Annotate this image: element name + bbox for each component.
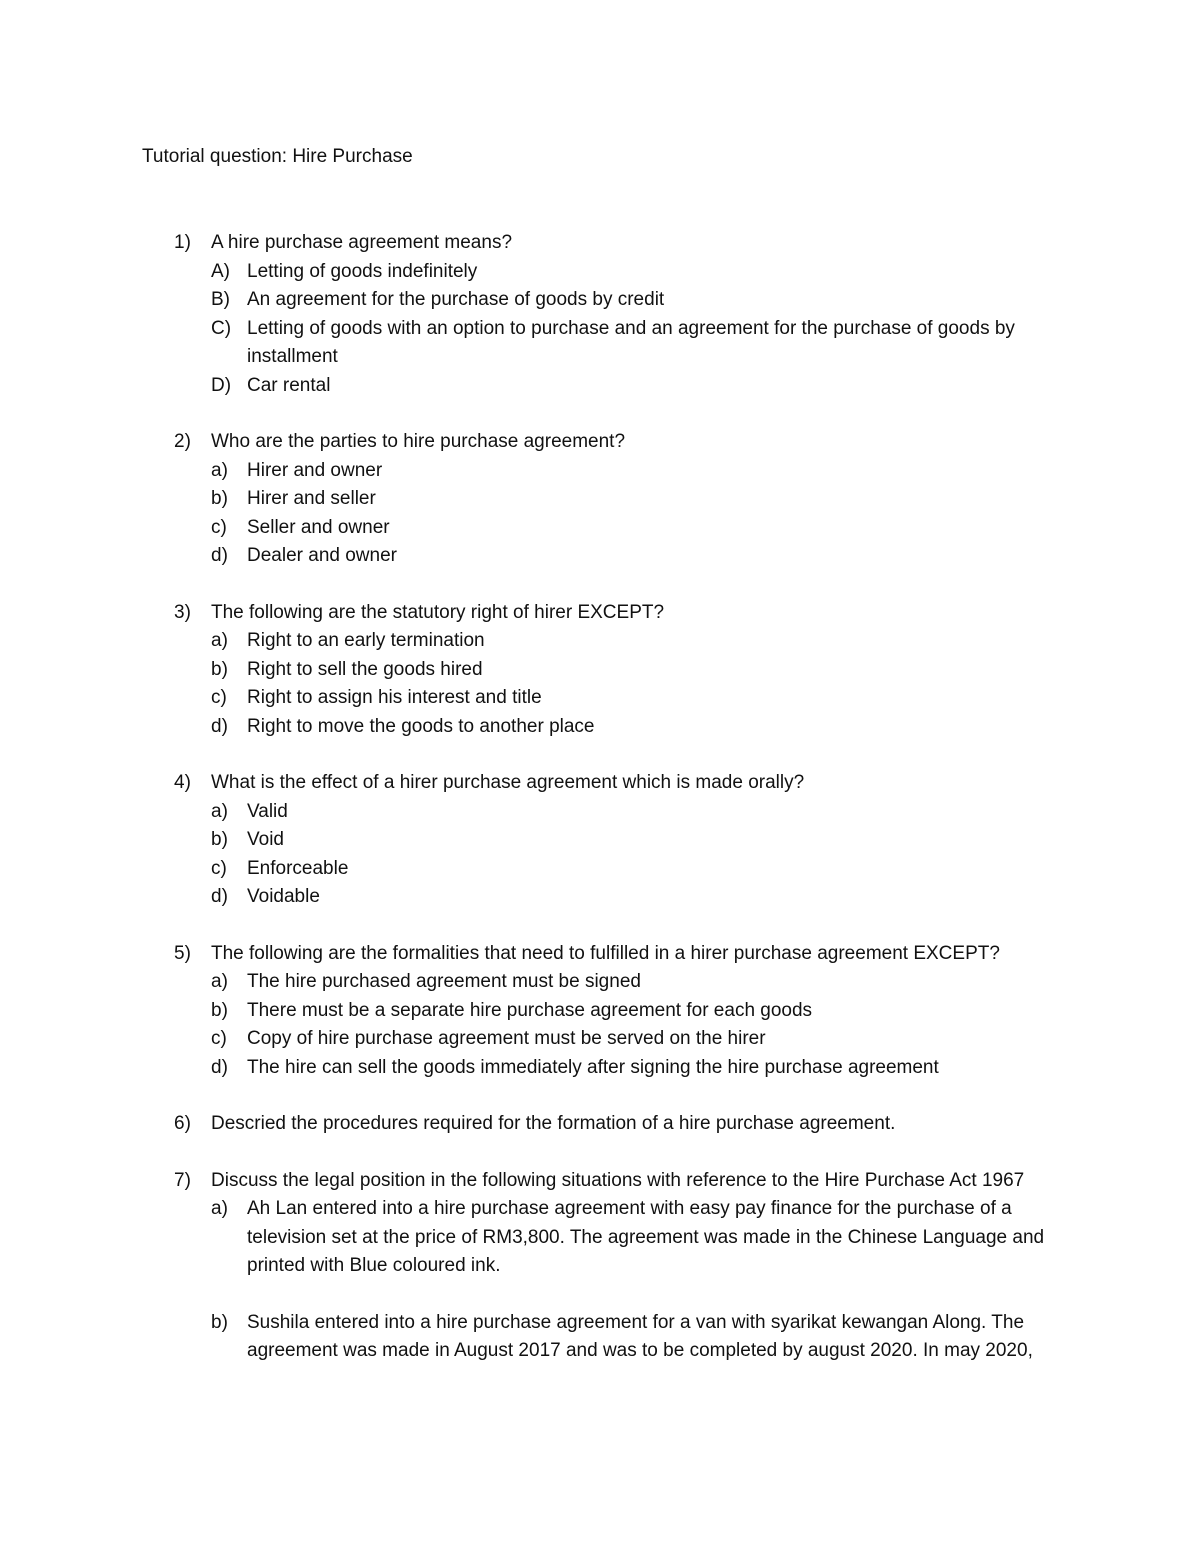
option-letter: d) (211, 886, 228, 907)
question-row (174, 428, 1074, 457)
option-text: Sushila entered into a hire purchase agreement for a van with syarikat kewangan Along. The agreement was made in August 2017 and was to be completed by august 2020. In may 2020, (247, 1311, 1033, 1361)
question-text: The following are the formalities that need to fulfilled in a hirer purchase agreement EXCEPT? (211, 942, 1000, 964)
option-item (211, 514, 1074, 543)
option-item (211, 883, 1074, 912)
question-text: Discuss the legal position in the following situations with reference to the Hire Purchase Act 1967 (211, 1169, 1025, 1191)
option-letter: a) (211, 971, 228, 992)
option-text: Void (247, 829, 284, 850)
question-7 (174, 1167, 1074, 1366)
option-text: Right to move the goods to another place (247, 715, 595, 737)
option-letter: c) (211, 516, 227, 538)
option-letter: a) (211, 800, 228, 822)
option-list (211, 457, 1074, 571)
option-text: Ah Lan entered into a hire purchase agreement with easy pay finance for the purchase of a television set at the price of RM3,800. The agreement was made in the Chinese Language and printed with Blue coloured ink. (247, 1198, 1050, 1276)
option-text: Letting of goods with an option to purchase and an agreement for the purchase of goods by installment (247, 317, 1021, 367)
question-number: 1) (174, 232, 191, 253)
question-number: 3) (174, 601, 191, 623)
option-letter: d) (211, 545, 228, 566)
option-item (211, 1195, 1074, 1281)
question-row (174, 229, 1074, 258)
option-letter: b) (211, 829, 228, 850)
option-list (211, 1195, 1074, 1366)
option-text: The hire purchased agreement must be signed (247, 971, 641, 992)
question-text: The following are the statutory right of hirer EXCEPT? (211, 601, 665, 623)
question-3 (174, 599, 1074, 742)
option-item (211, 855, 1074, 884)
option-item (211, 258, 1074, 287)
option-item (211, 627, 1074, 656)
question-row (174, 1110, 1074, 1139)
option-letter: c) (211, 857, 227, 879)
option-list (211, 798, 1074, 912)
question-number: 2) (174, 431, 191, 452)
option-item (211, 713, 1074, 742)
option-item (211, 826, 1074, 855)
option-letter: b) (211, 1311, 228, 1333)
option-item (211, 485, 1074, 514)
question-list (174, 229, 1074, 1394)
option-item (211, 372, 1074, 401)
option-text: Seller and owner (247, 516, 390, 538)
option-letter: b) (211, 658, 228, 680)
question-5 (174, 940, 1074, 1083)
question-text: A hire purchase agreement means? (211, 232, 513, 253)
option-letter: c) (211, 1028, 227, 1049)
question-number: 6) (174, 1113, 191, 1134)
option-item (211, 1309, 1074, 1366)
option-letter: b) (211, 488, 228, 509)
option-item (211, 997, 1074, 1026)
question-2 (174, 428, 1074, 571)
option-item (211, 286, 1074, 315)
option-letter: a) (211, 459, 228, 481)
option-text: Voidable (247, 886, 320, 907)
option-letter: a) (211, 1198, 228, 1219)
question-number: 7) (174, 1169, 191, 1191)
question-row (174, 940, 1074, 969)
option-letter: d) (211, 1056, 228, 1078)
option-letter: B) (211, 289, 230, 310)
option-letter: A) (211, 260, 230, 282)
option-letter: D) (211, 374, 232, 396)
option-item (211, 656, 1074, 685)
option-letter: a) (211, 630, 228, 651)
question-number: 4) (174, 772, 191, 793)
option-text: Right to an early termination (247, 630, 485, 651)
option-item (211, 315, 1074, 372)
question-row (174, 599, 1074, 628)
option-list (211, 627, 1074, 741)
option-item (211, 542, 1074, 571)
question-6 (174, 1110, 1074, 1139)
option-text: An agreement for the purchase of goods by credit (247, 289, 665, 310)
option-text: Copy of hire purchase agreement must be served on the hirer (247, 1028, 766, 1049)
option-text: There must be a separate hire purchase agreement for each goods (247, 999, 813, 1021)
option-list (211, 258, 1074, 401)
option-text: Valid (247, 800, 288, 822)
option-text: Letting of goods indefinitely (247, 260, 478, 282)
option-text: Enforceable (247, 857, 349, 879)
option-text: Hirer and seller (247, 488, 376, 509)
question-text: What is the effect of a hirer purchase agreement which is made orally? (211, 772, 805, 793)
question-row (174, 1167, 1074, 1196)
option-item (211, 1025, 1074, 1054)
question-text: Descried the procedures required for the formation of a hire purchase agreement. (211, 1113, 896, 1134)
document-title: Tutorial question: Hire Purchase (142, 146, 413, 167)
option-letter: b) (211, 999, 228, 1021)
question-row (174, 769, 1074, 798)
option-item (211, 457, 1074, 486)
option-item (211, 968, 1074, 997)
question-number: 5) (174, 942, 191, 964)
option-list (211, 968, 1074, 1082)
option-item (211, 1054, 1074, 1083)
option-letter: C) (211, 317, 232, 339)
option-text: Right to sell the goods hired (247, 658, 483, 680)
option-text: Right to assign his interest and title (247, 687, 542, 708)
question-1 (174, 229, 1074, 400)
option-text: The hire can sell the goods immediately after signing the hire purchase agreement (247, 1056, 939, 1078)
question-4 (174, 769, 1074, 912)
question-text: Who are the parties to hire purchase agreement? (211, 431, 626, 452)
option-item (211, 798, 1074, 827)
option-text: Car rental (247, 374, 331, 396)
option-letter: c) (211, 687, 227, 708)
option-text: Dealer and owner (247, 545, 397, 566)
option-letter: d) (211, 715, 228, 737)
option-item (211, 684, 1074, 713)
option-text: Hirer and owner (247, 459, 383, 481)
